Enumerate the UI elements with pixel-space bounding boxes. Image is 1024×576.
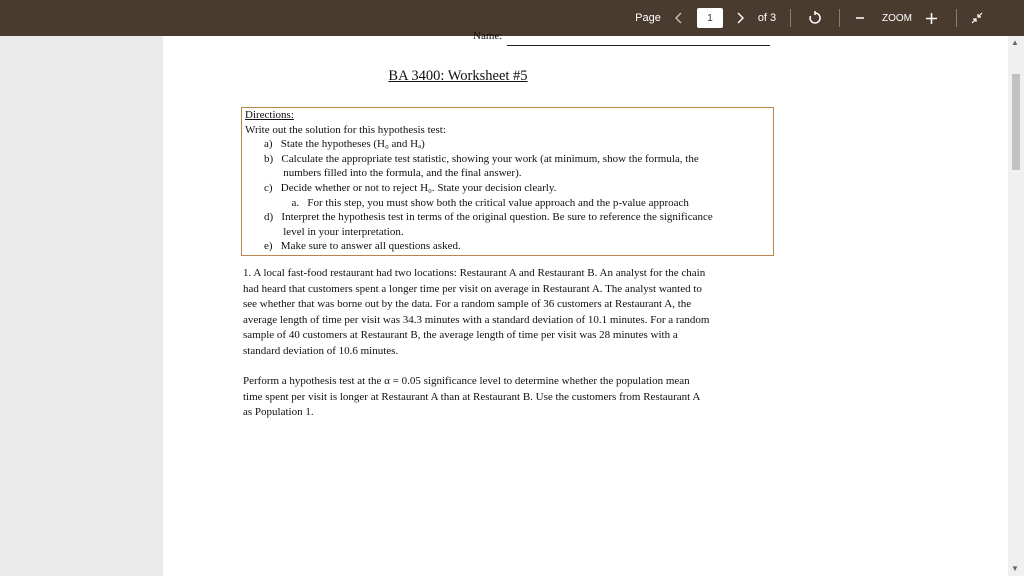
toolbar-divider xyxy=(956,9,957,27)
scroll-up-icon[interactable]: ▲ xyxy=(1011,38,1019,47)
directions-subitem: a. For this step, you must show both the critical value approach and the p-value approach xyxy=(264,196,689,209)
rotate-button[interactable] xyxy=(805,0,825,36)
toolbar-divider xyxy=(790,9,791,27)
name-underline xyxy=(507,45,770,46)
directions-heading: Directions: xyxy=(245,109,294,121)
task-line: Perform a hypothesis test at the α = 0.05 significance level to determine whether the population mean xyxy=(243,375,690,387)
page-number-field[interactable] xyxy=(696,0,724,36)
viewer-toolbar xyxy=(0,0,1024,36)
chevron-right-icon xyxy=(736,12,744,24)
plus-icon xyxy=(926,13,937,24)
directions-item: c) Decide whether or not to reject H₀. State your decision clearly. xyxy=(264,182,557,194)
directions-item: d) Interpret the hypothesis test in terms of the original question. Be sure to reference the significance xyxy=(264,211,713,224)
zoom-out-button[interactable] xyxy=(852,0,868,36)
chevron-left-icon xyxy=(675,12,683,24)
collapse-icon xyxy=(971,12,983,24)
problem-line: standard deviation of 10.6 minutes. xyxy=(243,344,399,357)
name-label: Name: xyxy=(473,30,503,42)
directions-item: numbers filled into the formula, and the final answer). xyxy=(264,167,522,180)
directions-box xyxy=(241,107,774,256)
problem-line: see whether that was borne out by the data. For a random sample of 36 customers at Restaurant A, the xyxy=(243,298,692,310)
directions-intro: Write out the solution for this hypothesis test: xyxy=(245,123,446,136)
directions-item: e) Make sure to answer all questions asked. xyxy=(264,240,461,253)
next-page-button[interactable] xyxy=(732,0,748,36)
zoom-in-button[interactable] xyxy=(922,0,940,36)
problem-statement xyxy=(243,266,773,359)
minus-icon xyxy=(855,13,865,23)
directions-item: a) State the hypotheses (H₀ and Hₐ) xyxy=(264,138,425,151)
directions-item: level in your interpretation. xyxy=(264,225,404,238)
page-count: of 3 xyxy=(757,12,777,24)
scroll-down-icon[interactable]: ▼ xyxy=(1011,564,1019,573)
problem-line: had heard that customers spent a longer time per visit on average in Restaurant A. The analyst wanted to xyxy=(243,282,702,295)
worksheet-title xyxy=(163,68,753,85)
page-label: Page xyxy=(635,12,661,24)
task-line: time spent per visit is longer at Restaurant A than at Restaurant B. Use the customers from Restaurant A xyxy=(243,390,701,403)
problem-line: average length of time per visit was 34.3 minutes with a standard deviation of 10.1 minutes. For a random xyxy=(243,313,710,326)
vertical-scrollbar[interactable] xyxy=(1008,36,1024,576)
task-statement xyxy=(243,374,773,421)
toolbar-divider xyxy=(839,9,840,27)
document-page xyxy=(163,30,1008,576)
prev-page-button[interactable] xyxy=(671,0,687,36)
problem-line: 1. A local fast-food restaurant had two locations: Restaurant A and Restaurant B. An analyst for the chain xyxy=(243,267,706,279)
scrollbar-thumb[interactable] xyxy=(1012,74,1020,170)
task-line: as Population 1. xyxy=(243,406,314,418)
page-number-input[interactable]: 1 xyxy=(697,8,723,28)
worksheet-title-text: BA 3400: Worksheet #5 xyxy=(388,68,528,84)
fullscreen-button[interactable] xyxy=(967,0,987,36)
viewer-background xyxy=(0,36,163,576)
rotate-icon xyxy=(808,11,822,25)
zoom-label: ZOOM xyxy=(882,12,912,24)
problem-line: sample of 40 customers at Restaurant B, the average length of time per visit was 28 minutes with a xyxy=(243,329,678,341)
directions-item: b) Calculate the appropriate test statistic, showing your work (at minimum, show the formula, the xyxy=(264,152,699,165)
